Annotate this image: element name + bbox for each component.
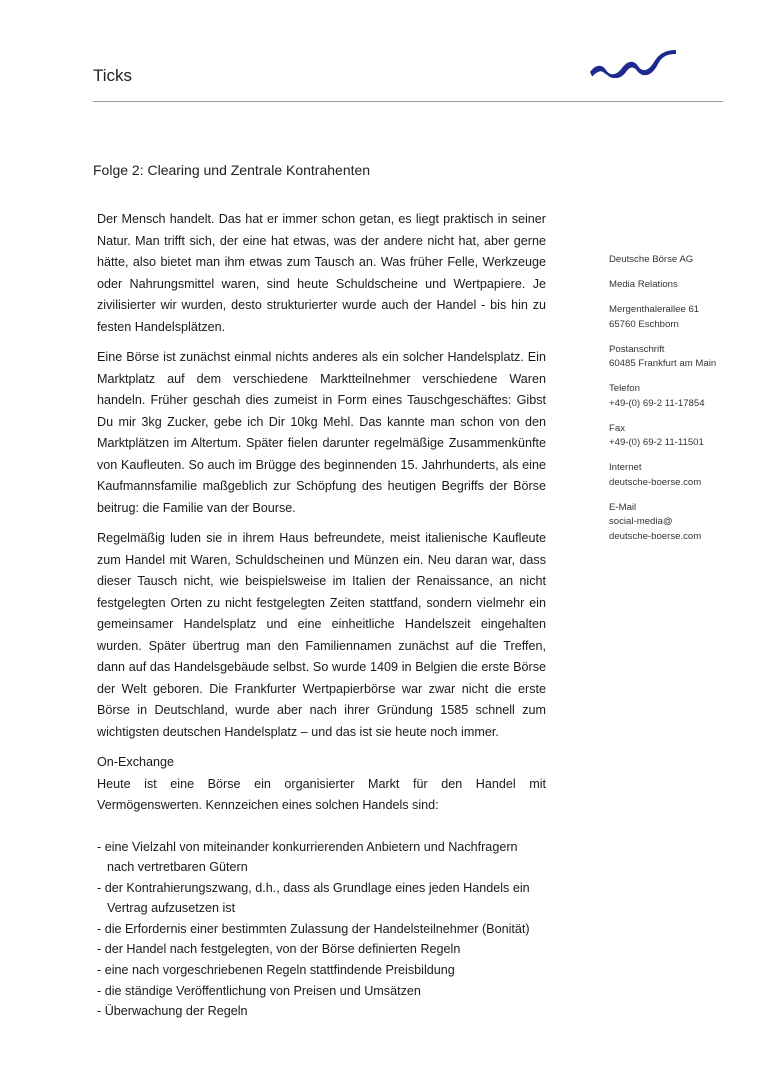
list-item: - die Erfordernis einer bestimmten Zulassung der Handelsteilnehmer (Bonität) — [97, 921, 530, 936]
phone-block — [609, 382, 759, 411]
article-paragraph: Eine Börse ist zunächst einmal nichts anderes als ein solcher Handelsplatz. Ein Marktplatz auf dem verschiedene Marktteilnehmer verschiedene Waren handeln. Früher geschah dies zumeist in Form eines Tauschgeschäftes: Gibst Du mir 3kg Zucker, gebe ich Dir 10kg Mehl. Das kannte man schon von den Marktplätzen im Altertum. Später fielen darunter regelmäßige Zusammenkünfte von Kaufleuten. So auch im Brügge des beginnenden 15. Jahrhunderts, als eine Kaufmannsfamilie maßgeblich zur Schöpfung des heutigen Begriffs der Börse beitrug: die Familie van der Bourse. — [97, 350, 546, 515]
contact-sidebar — [609, 253, 759, 555]
article-body — [97, 209, 546, 1022]
document-subtitle: Folge 2: Clearing und Zentrale Kontrahenten — [93, 162, 371, 178]
email-label: E-Mail — [609, 501, 637, 513]
list-item: - Überwachung der Regeln — [97, 1004, 248, 1019]
street-address: Mergenthalerallee 61 — [609, 304, 700, 315]
department-block — [609, 278, 759, 293]
header-divider — [93, 101, 723, 102]
list-item: - eine nach vorgeschriebenen Regeln stattfindende Preisbildung — [97, 963, 455, 978]
internet-label: Internet — [609, 462, 642, 473]
list-item: - der Kontrahierungszwang, d.h., dass als Grundlage eines jeden Handels ein Vertrag aufzusetzen ist — [97, 880, 530, 916]
phone-number: +49-(0) 69-2 11-17854 — [609, 397, 705, 409]
fax-label: Fax — [609, 422, 625, 434]
phone-label: Telefon — [609, 383, 640, 394]
deutsche-boerse-wave-logo-icon — [588, 48, 678, 78]
list-item: - eine Vielzahl von miteinander konkurrierenden Anbietern und Nachfragern nach vertretbaren Gütern — [97, 839, 518, 875]
website-link[interactable]: deutsche-boerse.com — [609, 476, 702, 488]
postal-address: 60485 Frankfurt am Main — [609, 358, 717, 369]
fax-block — [609, 422, 759, 451]
section-intro: Heute ist eine Börse ein organisierter Markt für den Handel mit Vermögenswerten. Kennzeichen eines solchen Handels sind: — [97, 776, 546, 812]
internet-block — [609, 461, 759, 490]
section-heading: On-Exchange — [97, 755, 175, 769]
list-item: - der Handel nach festgelegten, von der Börse definierten Regeln — [97, 942, 461, 957]
email-block — [609, 501, 759, 545]
document-header-title: Ticks — [93, 66, 133, 85]
department-name: Media Relations — [609, 279, 678, 290]
email-link-part2[interactable]: deutsche-boerse.com — [609, 530, 702, 542]
fax-number: +49-(0) 69-2 11-11501 — [609, 437, 704, 448]
city-address: 65760 Eschborn — [609, 318, 679, 330]
characteristics-list — [97, 837, 546, 1022]
email-link-part1[interactable]: social-media@ — [609, 516, 673, 527]
postal-label: Postanschrift — [609, 343, 665, 355]
list-item: - die ständige Veröffentlichung von Preisen und Umsätzen — [97, 983, 421, 998]
article-paragraph: Der Mensch handelt. Das hat er immer schon getan, es liegt praktisch in seiner Natur. Man trifft sich, der eine hat etwas, was der andere nicht hat, aber gerne hätte, also bietet man ihm etwas zum Tausch an. Was früher Felle, Werkzeuge oder Nahrungsmittel waren, sind heute Schuldscheine und Wertpapiere. Je zivilisierter wir wurden, desto strukturierter wurde auch der Handel - bis hin zu festen Handelsplätzen. — [97, 212, 546, 334]
company-block — [609, 253, 759, 268]
address-block — [609, 303, 759, 332]
company-name: Deutsche Börse AG — [609, 254, 694, 265]
article-paragraph: Regelmäßig luden sie in ihrem Haus befreundete, meist italienische Kaufleute zum Handel mit Waren, Schuldscheinen und Münzen ein. Neu daran war, dass dieser Tausch nicht, wie beispielsweise im Italien der Renaissance, an nicht festgelegten Orten zu nicht festgelegten Zeiten stattfand, sondern vielmehr ein gemeinsamer Handelsplatz und eine einheitliche Handelszeit eingehalten wurden. Später übertrug man den Familiennamen zunächst auf die Treffen, dann auf das Handelsgebäude selbst. So wurde 1409 in Belgien die erste Börse der Welt geboren. Die Frankfurter Wertpapierbörse war zwar nicht die erste Börse in Deutschland, wurde aber nach ihrer Gründung 1585 schnell zum wichtigsten deutschen Handelsplatz – und das ist sie heute noch immer. — [97, 531, 546, 739]
postal-block — [609, 343, 759, 372]
